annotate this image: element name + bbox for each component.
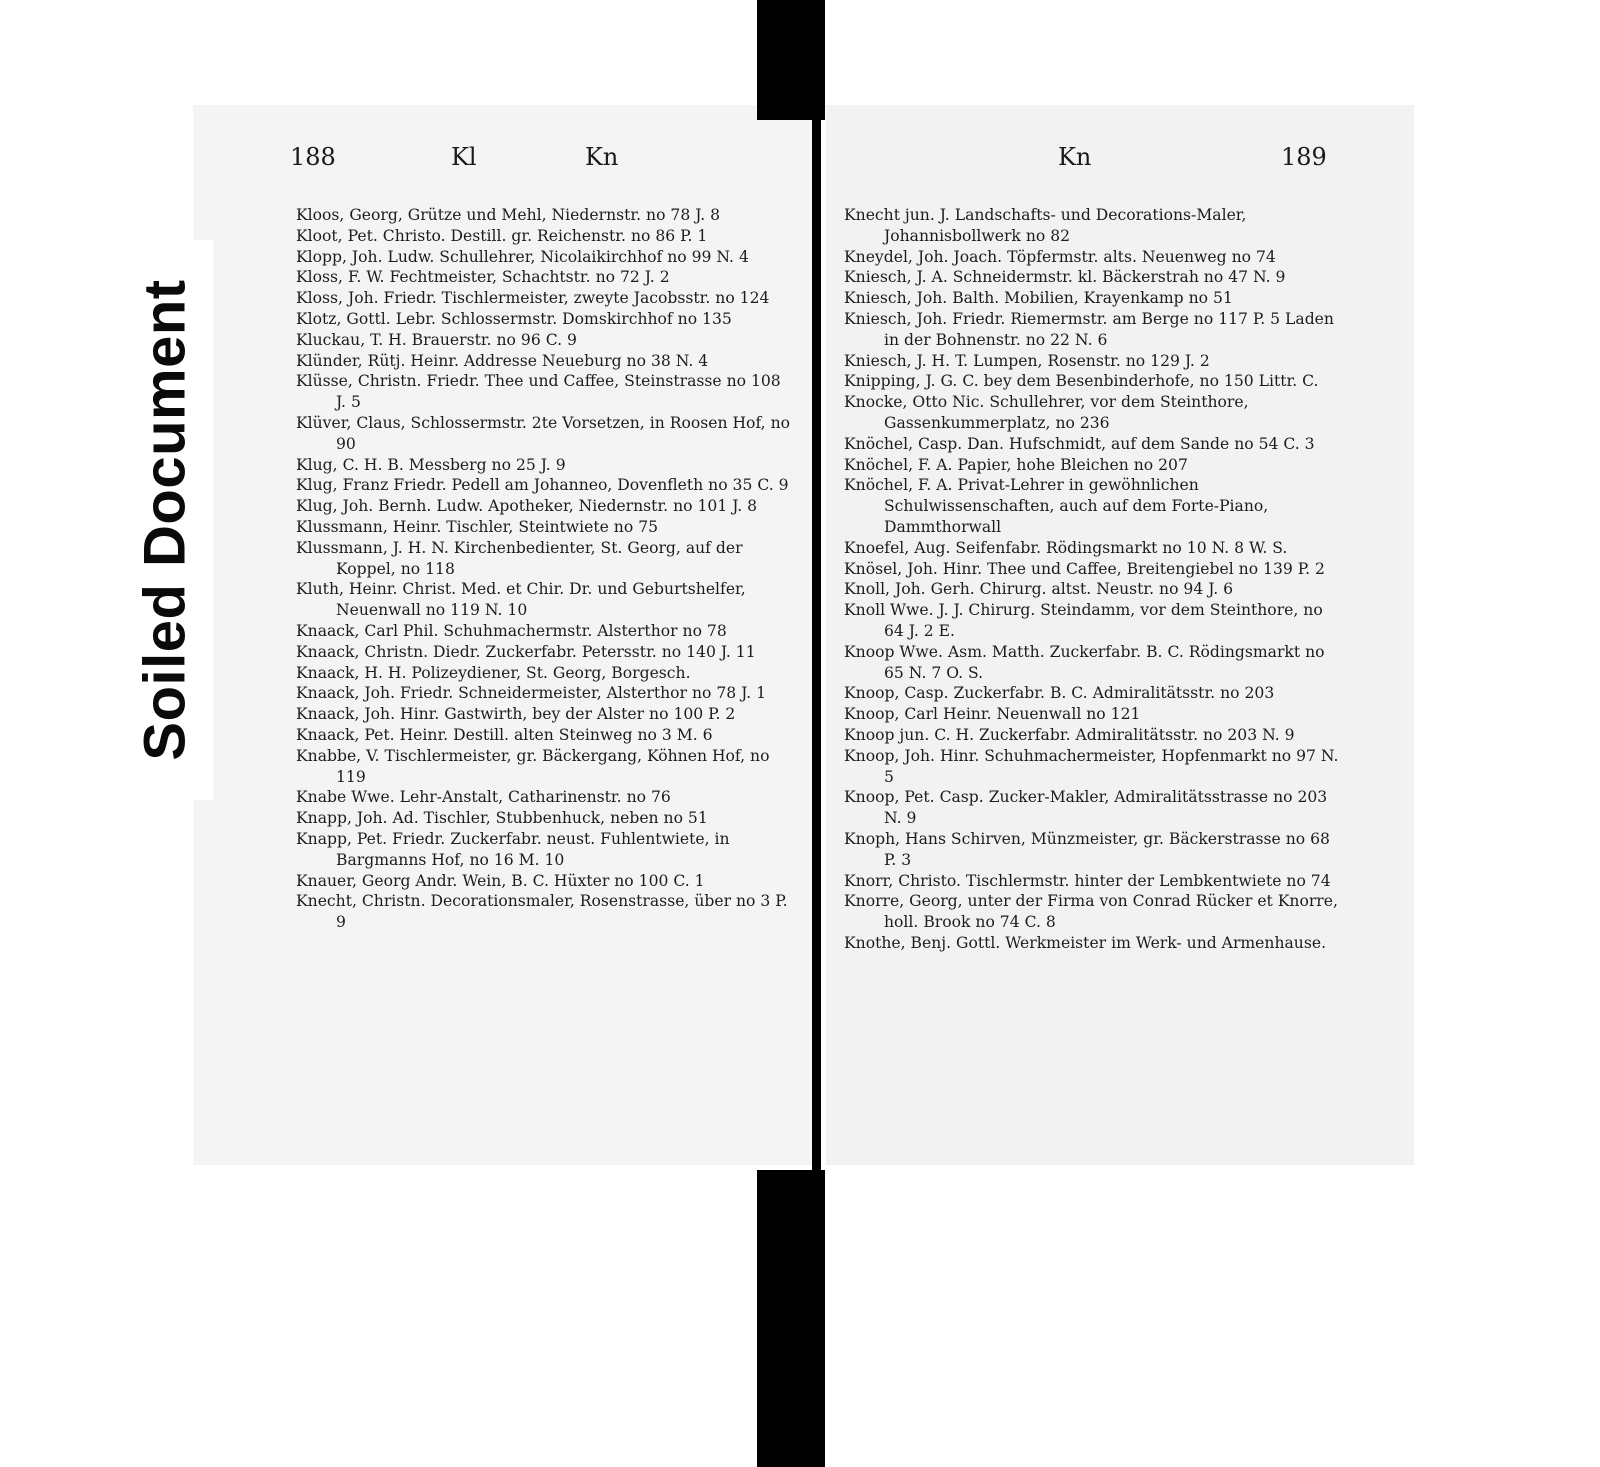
directory-entry: Knabe Wwe. Lehr-Anstalt, Catharinenstr. no 76	[296, 788, 671, 807]
directory-entry: Knoll Wwe. J. J. Chirurg. Steindamm, vor dem Steinthore, no 64 J. 2 E.	[844, 601, 1323, 640]
directory-entry: Knothe, Benj. Gottl. Werkmeister im Werk- und Armenhause.	[844, 933, 1327, 952]
directory-entry: Knorre, Georg, unter der Firma von Conrad Rücker et Knorre, holl. Brook no 74 C. 8	[844, 892, 1338, 932]
directory-entry: Klüsse, Christn. Friedr. Thee und Caffee, Steinstrasse no 108 J. 5	[296, 372, 781, 412]
directory-entry: Knoop jun. C. H. Zuckerfabr. Admiralitätsstr. no 203 N. 9	[844, 725, 1295, 744]
directory-entry: Knapp, Pet. Friedr. Zuckerfabr. neust. Fuhlentwiete, in Bargmanns Hof, no 16 M. 10	[296, 829, 730, 869]
directory-entry: Kniesch, J. H. T. Lumpen, Rosenstr. no 129 J. 2	[844, 351, 1210, 370]
directory-entry: Klünder, Rütj. Heinr. Addresse Neueburg no 38 N. 4	[296, 351, 709, 370]
right-entries	[844, 205, 1346, 954]
directory-entry: Kloss, Joh. Friedr. Tischlermeister, zweyte Jacobsstr. no 124	[296, 289, 770, 308]
book-spine	[812, 110, 821, 1170]
directory-entry: Klotz, Gottl. Lebr. Schlossermstr. Domskirchhof no 135	[296, 309, 732, 328]
directory-entry: Kluckau, T. H. Brauerstr. no 96 C. 9	[296, 330, 577, 349]
directory-entry: Knaack, Christn. Diedr. Zuckerfabr. Petersstr. no 140 J. 11	[296, 642, 756, 661]
directory-entry: Knocke, Otto Nic. Schullehrer, vor dem Steinthore, Gassenkummerplatz, no 236	[844, 393, 1249, 432]
directory-entry: Knauer, Georg Andr. Wein, B. C. Hüxter no 100 C. 1	[296, 871, 705, 890]
directory-entry: Kloss, F. W. Fechtmeister, Schachtstr. no 72 J. 2	[296, 268, 670, 287]
left-header-kn: Kn	[585, 143, 619, 171]
directory-entry: Klug, Joh. Bernh. Ludw. Apotheker, Niedernstr. no 101 J. 8	[296, 497, 758, 516]
directory-entry: Knoll, Joh. Gerh. Chirurg. altst. Neustr. no 94 J. 6	[844, 580, 1234, 599]
left-entries	[296, 205, 791, 933]
directory-entry: Klussmann, Heinr. Tischler, Steintwiete no 75	[296, 517, 659, 536]
directory-entry: Knaack, Pet. Heinr. Destill. alten Steinweg no 3 M. 6	[296, 725, 713, 744]
directory-entry: Klug, Franz Friedr. Pedell am Johanneo, Dovenfleth no 35 C. 9	[296, 476, 789, 495]
directory-entry: Knaack, Joh. Hinr. Gastwirth, bey der Alster no 100 P. 2	[296, 705, 736, 724]
left-page-number: 188	[290, 143, 336, 171]
directory-entry: Klopp, Joh. Ludw. Schullehrer, Nicolaikirchhof no 99 N. 4	[296, 247, 749, 266]
directory-entry: Knöchel, F. A. Privat-Lehrer in gewöhnlichen Schulwissenschaften, auch auf dem Forte-Piano, Dammthorwall	[844, 476, 1269, 536]
directory-entry: Knecht jun. J. Landschafts- und Decorations-Maler, Johannisbollwerk no 82	[844, 206, 1247, 245]
directory-entry: Knaack, Carl Phil. Schuhmachermstr. Alsterthor no 78	[296, 621, 727, 640]
binding-shadow-top	[757, 0, 825, 120]
soiled-document-stamp	[117, 240, 213, 800]
left-header-kl: Kl	[451, 143, 477, 171]
directory-entry: Kloot, Pet. Christo. Destill. gr. Reichenstr. no 86 P. 1	[296, 226, 708, 245]
directory-entry: Klüver, Claus, Schlossermstr. 2te Vorsetzen, in Roosen Hof, no 90	[296, 413, 791, 453]
right-header-kn: Kn	[1058, 143, 1092, 171]
directory-entry: Kloos, Georg, Grütze und Mehl, Niedernstr. no 78 J. 8	[296, 206, 721, 224]
directory-entry: Kluth, Heinr. Christ. Med. et Chir. Dr. und Geburtshelfer, Neuenwall no 119 N. 10	[296, 580, 746, 620]
stamp-label: Soiled Document	[132, 279, 198, 761]
directory-entry: Klug, C. H. B. Messberg no 25 J. 9	[296, 455, 566, 474]
directory-entry: Knapp, Joh. Ad. Tischler, Stubbenhuck, neben no 51	[296, 809, 708, 828]
right-page-number: 189	[1281, 143, 1327, 171]
directory-entry: Knecht, Christn. Decorationsmaler, Rosenstrasse, über no 3 P. 9	[296, 892, 788, 932]
directory-entry: Knipping, J. G. C. bey dem Besenbinderhofe, no 150 Littr. C.	[844, 372, 1319, 391]
directory-entry: Knöchel, Casp. Dan. Hufschmidt, auf dem Sande no 54 C. 3	[844, 434, 1315, 453]
directory-entry: Knoop, Joh. Hinr. Schuhmachermeister, Hopfenmarkt no 97 N. 5	[844, 746, 1339, 786]
directory-entry: Knaack, H. H. Polizeydiener, St. Georg, Borgesch.	[296, 663, 691, 682]
directory-entry: Kneydel, Joh. Joach. Töpfermstr. alts. Neuenweg no 74	[844, 247, 1276, 266]
directory-entry: Knoop, Casp. Zuckerfabr. B. C. Admiralitätsstr. no 203	[844, 684, 1275, 703]
directory-entry: Kniesch, Joh. Friedr. Riemermstr. am Berge no 117 P. 5 Laden in der Bohnenstr. no 22 N. 6	[844, 309, 1334, 349]
directory-entry: Knorr, Christo. Tischlermstr. hinter der Lembkentwiete no 74	[844, 871, 1331, 890]
right-page	[826, 105, 1414, 1165]
directory-entry: Knaack, Joh. Friedr. Schneidermeister, Alsterthor no 78 J. 1	[296, 684, 767, 703]
directory-entry: Knöchel, F. A. Papier, hohe Bleichen no 207	[844, 455, 1188, 474]
directory-entry: Knabbe, V. Tischlermeister, gr. Bäckergang, Köhnen Hof, no 119	[296, 746, 770, 786]
directory-entry: Knoop, Pet. Casp. Zucker-Makler, Admiralitätsstrasse no 203 N. 9	[844, 788, 1328, 828]
directory-entry: Knoefel, Aug. Seifenfabr. Rödingsmarkt no 10 N. 8 W. S.	[844, 538, 1288, 557]
directory-entry: Klussmann, J. H. N. Kirchenbedienter, St. Georg, auf der Koppel, no 118	[296, 538, 743, 578]
directory-entry: Knösel, Joh. Hinr. Thee und Caffee, Breitengiebel no 139 P. 2	[844, 559, 1325, 578]
directory-entry: Kniesch, Joh. Balth. Mobilien, Krayenkamp no 51	[844, 289, 1233, 308]
directory-entry: Knoph, Hans Schirven, Münzmeister, gr. Bäckerstrasse no 68 P. 3	[844, 829, 1330, 869]
directory-entry: Kniesch, J. A. Schneidermstr. kl. Bäckerstrah no 47 N. 9	[844, 268, 1286, 287]
left-page	[193, 105, 813, 1165]
directory-entry: Knoop, Carl Heinr. Neuenwall no 121	[844, 705, 1141, 724]
binding-shadow-bottom	[757, 1170, 825, 1467]
directory-entry: Knoop Wwe. Asm. Matth. Zuckerfabr. B. C. Rödingsmarkt no 65 N. 7 O. S.	[844, 642, 1325, 682]
